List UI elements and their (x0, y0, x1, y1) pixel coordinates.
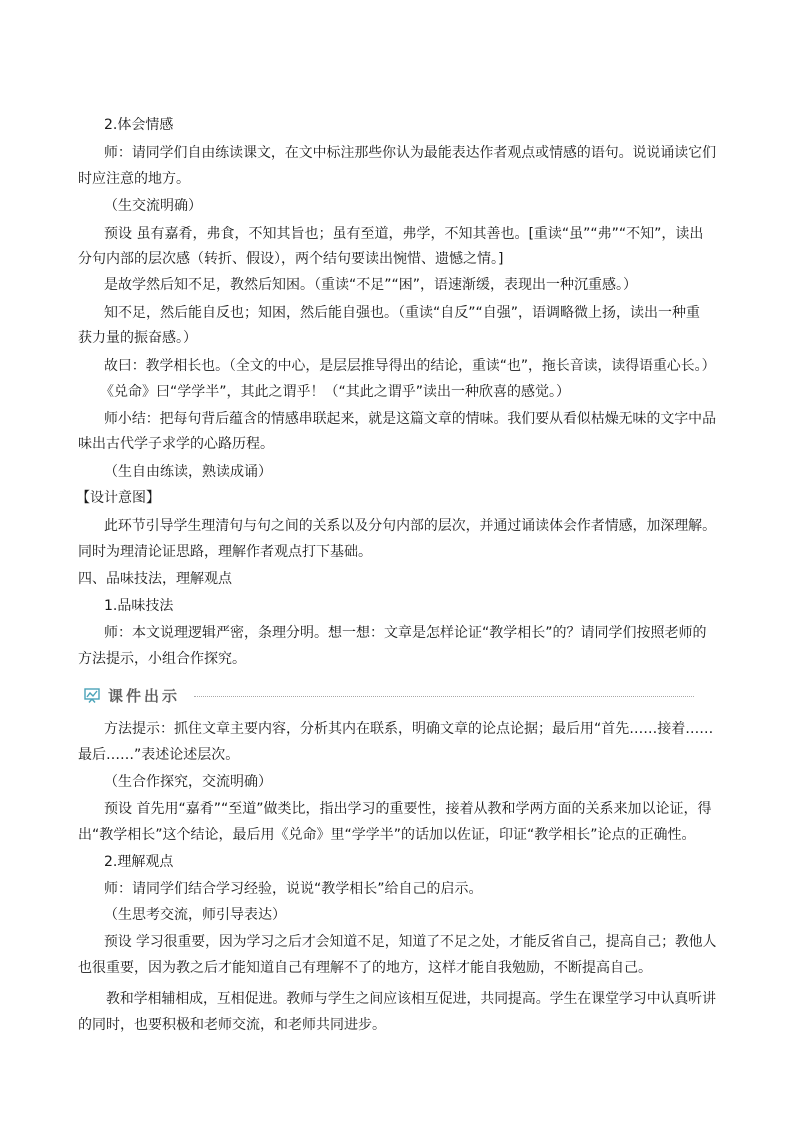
paragraph-line: 故曰：教学相长也。（全文的中心，是层层推导得出的结论，重读“也”，拖长音读，读得语重心长。） (104, 358, 716, 374)
paragraph-line: 分句内部的层次感（转折、假设），两个结句要读出惋惜、遗憾之情。] (78, 251, 504, 267)
paragraph-line: 是故学然后知不足，教然后知困。（重读“不足”“困”，语速渐缓，表现出一种沉重感。） (104, 277, 638, 293)
paragraph-line: 《兑命》曰“学学半”，其此之谓乎！（“其此之谓乎”读出一种欣喜的感觉。） (100, 384, 571, 400)
paragraph-line: 也很重要，因为教之后才能知道自己有理解不了的地方，这样才能自我勉励，不断提高自己。 (78, 960, 652, 976)
subheading-emotion: 2.体会情感 (104, 117, 174, 133)
paragraph-line: （生交流明确） (104, 198, 202, 214)
subheading-viewpoint: 2.理解观点 (104, 854, 174, 870)
paragraph-line: （生思考交流，师引导表达） (104, 907, 286, 923)
paragraph-line: 预设 学习很重要，因为学习之后才会知道不足，知道了不足之处，才能反省自己，提高自己；教他人 (104, 934, 717, 950)
subheading-technique: 1.品味技法 (104, 598, 174, 614)
paragraph-line: 的同时，也要积极和老师交流，和老师共同进步。 (78, 1017, 386, 1033)
paragraph-line: 预设 首先用“嘉肴”“至道”做类比，指出学习的重要性，接着从教和学两方面的关系来加以论证，得 (104, 801, 712, 817)
paragraph-line: 时应注意的地方。 (78, 171, 190, 187)
paragraph-line: 师：本文说理逻辑严密，条理分明。想一想：文章是怎样论证“教学相长”的？请同学们按照老师的 (104, 625, 707, 641)
paragraph-line: （生自由练读，熟读成诵） (104, 464, 272, 480)
paragraph-line: 师：请同学们自由练读课文，在文中标注那些你认为最能表达作者观点或情感的语句。说说诵读它们 (104, 145, 716, 161)
paragraph-line: 预设 虽有嘉肴，弗食，不知其旨也；虽有至道，弗学，不知其善也。[重读“虽”“弗”“不知”，读出 (104, 226, 704, 242)
banner-divider (194, 696, 694, 697)
paragraph-line: 此环节引导学生理清句与句之间的关系以及分句内部的层次，并通过诵读体会作者情感，加深理解。 (104, 518, 716, 534)
paragraph-line: 出“教学相长”这个结论，最后用《兑命》里“学学半”的话加以佐证，印证“教学相长”论点的正确性。 (78, 827, 696, 843)
slide-banner-label: 课件出示 (108, 687, 181, 705)
paragraph-line: 教和学相辅相成，互相促进。教师与学生之间应该相互促进，共同提高。学生在课堂学习中认真听讲 (106, 991, 717, 1007)
paragraph-line: 师小结：把每句背后蕴含的情感串联起来，就是这篇文章的情味。我们要从看似枯燥无味的文字中品 (104, 411, 716, 427)
paragraph-line: 最后……”表述论述层次。 (78, 747, 240, 763)
paragraph-line: 方法提示，小组合作探究。 (78, 651, 246, 667)
design-intent-heading: 【设计意图】 (76, 490, 160, 506)
paragraph-line: 方法提示：抓住文章主要内容，分析其内在联系，明确文章的论点论据；最后用“首先……接着…… (104, 721, 714, 737)
slide-banner (84, 686, 696, 706)
paragraph-line: 同时为理清论证思路，理解作者观点打下基础。 (78, 544, 372, 560)
paragraph-line: 获力量的振奋感。） (78, 330, 197, 346)
paragraph-line: 味出古代学子求学的心路历程。 (78, 436, 274, 452)
paragraph-line: 师：请同学们结合学习经验，说说“教学相长”给自己的启示。 (104, 881, 483, 897)
paragraph-line: （生合作探究，交流明确） (104, 774, 272, 790)
slideshow-icon (84, 688, 100, 703)
section-heading: 四、品味技法，理解观点 (78, 571, 232, 587)
paragraph-line: 知不足，然后能自反也；知困，然后能自强也。（重读“自反”“自强”，语调略微上扬，读出一种重 (104, 305, 701, 321)
